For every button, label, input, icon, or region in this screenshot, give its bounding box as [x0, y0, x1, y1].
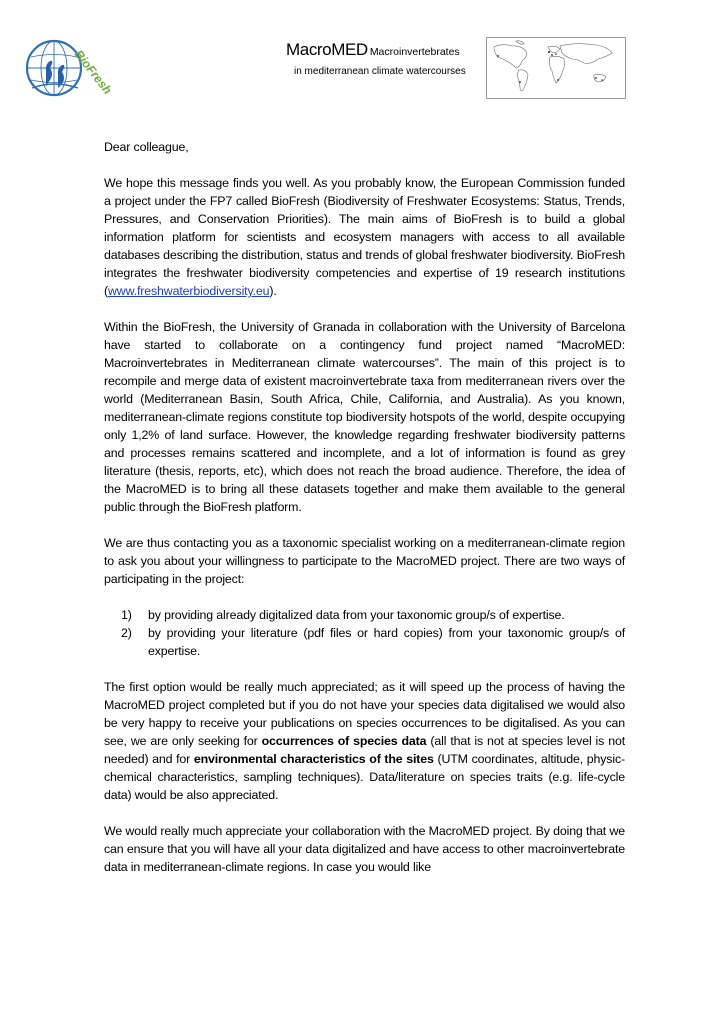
paragraph-closing: We would really much appreciate your collaboration with the MacroMED project. By doing that we can ensure that you will have all your data digitalized and have access to other macroinvertebrate data in mediterranean-climate regions. In case you would like — [104, 824, 625, 874]
participation-options — [104, 606, 625, 660]
greeting: Dear colleague, — [104, 140, 189, 154]
title-sub: Macroinvertebrates — [369, 46, 460, 58]
text-run: (UTM coordinates, altitude, physic-chemical characteristics, sampling techniques). Data/literature on species traits (e.g. life-cycle data) would be also appreciated. — [104, 752, 625, 802]
option-text: by providing already digitalized data from your taxonomic group/s of expertise. — [148, 608, 565, 622]
option-item — [104, 624, 625, 660]
option-number: 2) — [121, 626, 132, 640]
biofresh-website-link[interactable]: www.freshwaterbiodiversity.eu — [107, 284, 270, 298]
paragraph-intro-end: ). — [269, 284, 277, 298]
masthead-title — [286, 40, 482, 62]
paragraph-project: Within the BioFresh, the University of Granada in collaboration with the University of Barcelona have started to collaborate on a contingency fund project named “MacroMED: Macroinvertebrates in Mediterranean climate watercourses”. The main of this project is to recompile and merge data of existent macroinvertebrate taxa from mediterranean rivers over the world (Mediterranean Basin, South Africa, Chile, California, and Australia). As you known, mediterranean-climate regions constitute top biodiversity hotspots of the world, despite occupying only 1,2% of land surface. However, the knowledge regarding freshwater biodiversity patterns and processes remains scattered and incomplete, and a lot of information is found as grey literature (thesis, reports, etc), which does not reach the broad audience. Therefore, the idea of the MacroMED is to bring all these datasets together and make them available to the general public through the BioFresh platform. — [104, 320, 625, 514]
paragraph-options-detail — [104, 678, 625, 804]
option-text: by providing your literature (pdf files or hard copies) from your taxonomic group/s of expertise. — [148, 626, 625, 658]
option-number: 1) — [121, 608, 132, 622]
paragraph-intro-text: We hope this message finds you well. As you probably know, the European Commission funded a project under the FP7 called BioFresh (Biodiversity of Freshwater Ecosystems: Status, Trends, Pressures, and Conservation Priorities). The main aims of BioFresh is to build a global information platform for scientists and ecosystem managers with access to all available databases describing the distribution, status and trends of global freshwater biodiversity. BioFresh integrates the freshwater biodiversity competencies and expertise of 19 research institutions ( — [104, 176, 625, 298]
letter-body — [104, 138, 625, 894]
text-run: The first option would be really much appreciated; as it will speed up the process of having the MacroMED project completed but if you do not have your species data digitalised we would also be very happy to receive your publications on species occurrences to be digitalised. As you can see, we are only seeking for — [104, 680, 625, 748]
logo-text: BioFresh — [71, 47, 115, 97]
paragraph-intro — [104, 174, 625, 300]
masthead-subtitle: in mediterranean climate watercourses — [294, 66, 466, 77]
text-run: (all that is not at species level is not needed) and for — [104, 734, 625, 766]
title-main: MacroMED — [286, 40, 368, 59]
bold-environmental: environmental characteristics of the sites — [193, 752, 434, 766]
masthead — [286, 40, 482, 79]
paragraph-contact: We are thus contacting you as a taxonomic specialist working on a mediterranean-climate region to ask you about your willingness to participate to the MacroMED project. There are two ways of participating in the project: — [104, 536, 625, 586]
world-map-image — [486, 37, 626, 99]
biofresh-logo — [24, 30, 115, 100]
option-item — [104, 606, 625, 624]
bold-occurrences: occurrences of species data — [261, 734, 427, 748]
